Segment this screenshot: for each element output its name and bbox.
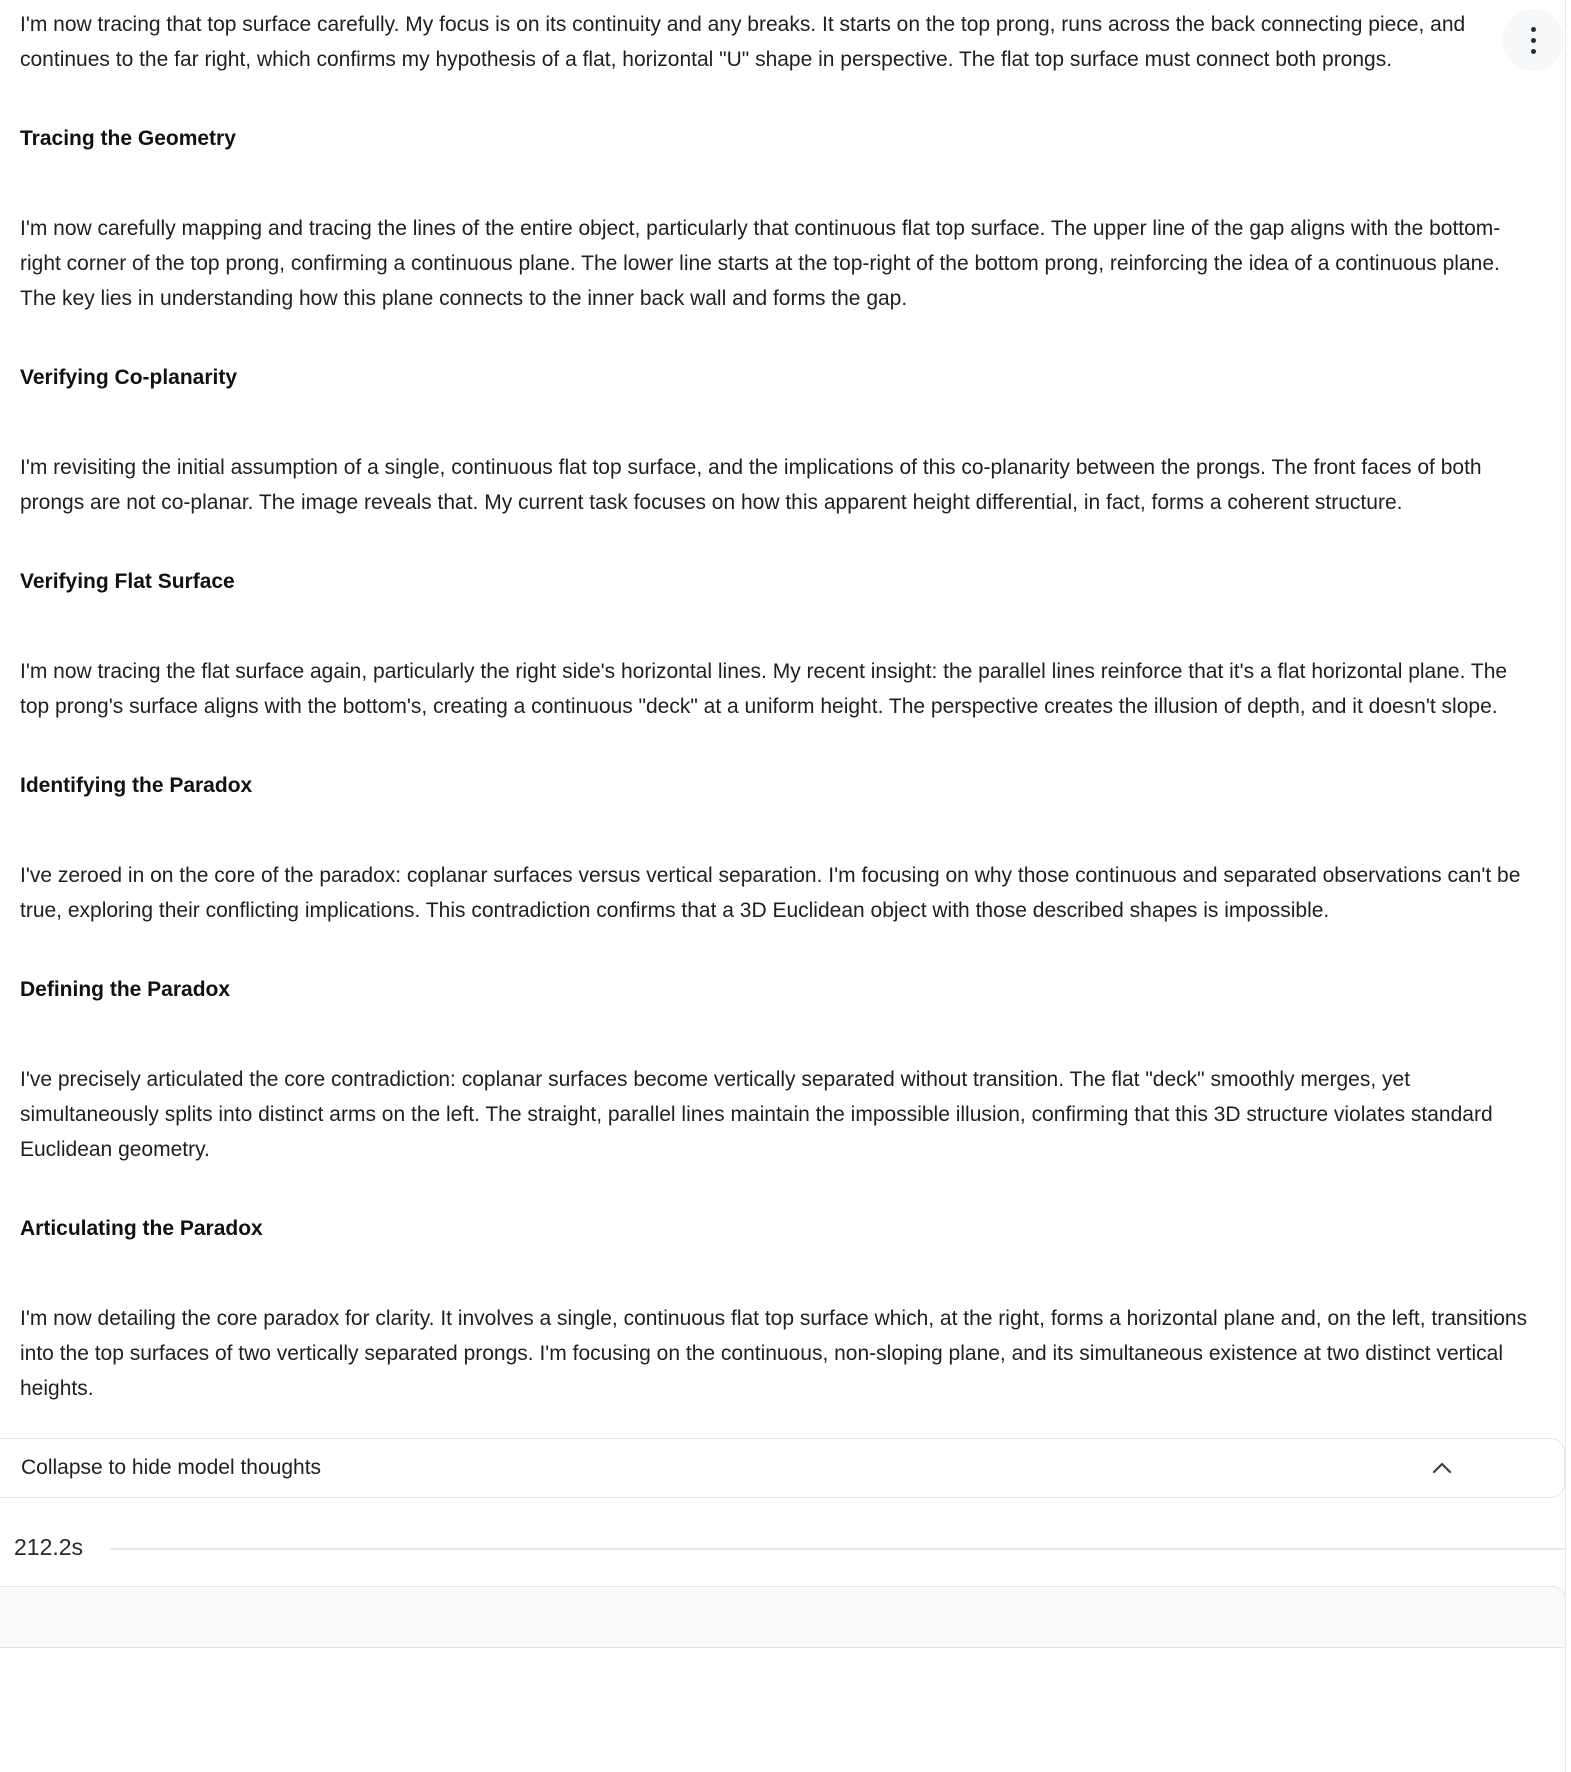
thinking-duration: 212.2s (14, 1534, 84, 1560)
thought-paragraph: I'm now tracing that top surface carefully. My focus is on its continuity and any breaks. It starts on the top prong, runs across the back connecting piece, and continues to the far right, which confirms my hypothesis of a flat, horizontal "U" shape in perspective. The flat top surface must connect both prongs. (20, 13, 1466, 71)
thought-heading: Verifying Co-planarity (20, 366, 238, 389)
panel-right-edge-divider (1565, 0, 1567, 1772)
collapse-thoughts-bar[interactable] (0, 1438, 1565, 1498)
thinking-duration-row (14, 1532, 1566, 1562)
next-section-panel-top (0, 1586, 1566, 1648)
more-options-button[interactable] (1502, 9, 1564, 71)
thought-heading: Articulating the Paradox (20, 1217, 263, 1240)
thought-paragraph: I'm now detailing the core paradox for clarity. It involves a single, continuous flat top surface which, at the right, forms a horizontal plane and, on the left, transitions into the top surfaces of two vertically separated prongs. I'm focusing on the continuous, non-sloping plane, and its simultaneous existence at two distinct vertical heights. (20, 1307, 1528, 1400)
thought-heading: Tracing the Geometry (20, 127, 236, 150)
thought-heading: Verifying Flat Surface (20, 570, 235, 593)
thought-paragraph: I'm now tracing the flat surface again, particularly the right side's horizontal lines. My recent insight: the parallel lines reinforce that it's a flat horizontal plane. The top prong's surface aligns with the bottom's, creating a continuous "deck" at a uniform height. The perspective creates the illusion of depth, and it doesn't slope. (20, 660, 1508, 718)
chevron-up-icon[interactable] (1432, 1462, 1452, 1474)
thought-paragraph: I'm now carefully mapping and tracing the lines of the entire object, particularly that continuous flat top surface. The upper line of the gap aligns with the bottom-right corner of the top prong, confirming a continuous plane. The lower line starts at the top-right of the bottom prong, reinforcing the idea of a continuous plane. The key lies in understanding how this plane connects to the inner back wall and forms the gap. (20, 217, 1501, 310)
thought-paragraph: I've zeroed in on the core of the paradox: coplanar surfaces versus vertical separation. I'm focusing on why those continuous and separated observations can't be true, exploring their conflicting implications. This contradiction confirms that a 3D Euclidean object with those described shapes is impossible. (20, 864, 1521, 922)
collapse-thoughts-label: Collapse to hide model thoughts (21, 1456, 322, 1479)
duration-divider (110, 1548, 1566, 1550)
thought-heading: Identifying the Paradox (20, 774, 253, 797)
thought-heading: Defining the Paradox (20, 978, 231, 1001)
thought-paragraph: I've precisely articulated the core contradiction: coplanar surfaces become vertically separated without transition. The flat "deck" smoothly merges, yet simultaneously splits into distinct arms on the left. The straight, parallel lines maintain the impossible illusion, confirming that this 3D structure violates standard Euclidean geometry. (20, 1068, 1493, 1161)
thought-paragraph: I'm revisiting the initial assumption of a single, continuous flat top surface, and the implications of this co-planarity between the prongs. The front faces of both prongs are not co-planar. The image reveals that. My current task focuses on how this apparent height differential, in fact, forms a coherent structure. (20, 456, 1482, 514)
more-options-icon (1531, 27, 1536, 32)
